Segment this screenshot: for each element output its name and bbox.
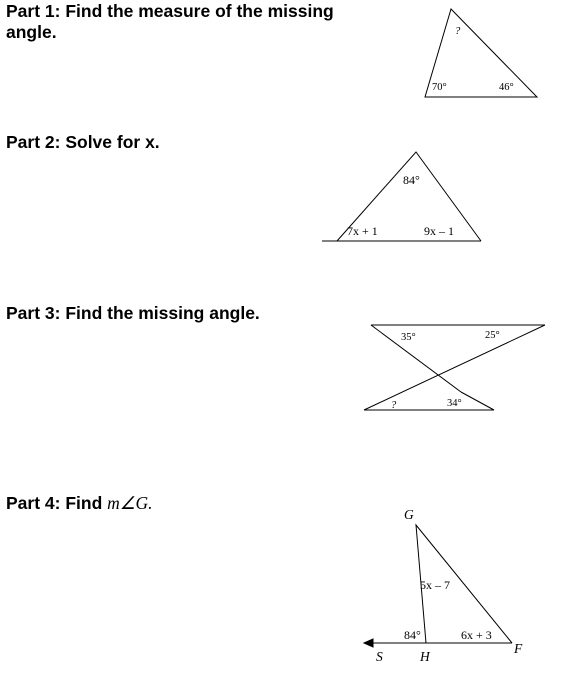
part4-heading-text: Part 4: Find: [6, 493, 108, 513]
part3-angle-bottom-left-label: ?: [391, 400, 397, 411]
part1-heading-line2: angle.: [6, 22, 57, 42]
part2-heading: Part 2: Solve for x.: [6, 132, 160, 152]
part3-angle-top-left-label: 35°: [401, 332, 416, 343]
part1-heading-line1: Part 1: Find the measure of the missing: [6, 1, 334, 21]
part2-angle-bottom-left-label: 7x + 1: [347, 224, 378, 238]
part2-angle-top-label: 84°: [403, 173, 420, 187]
part4-angle-bottom-right-label: 6x + 3: [461, 628, 492, 642]
part4-angle-exterior-label: 84°: [404, 628, 421, 642]
part4-angle-top-label: 5x – 7: [420, 578, 450, 592]
part3-heading: Part 3: Find the missing angle.: [6, 303, 260, 323]
part4-point-F-label: F: [514, 641, 523, 656]
part4-ray-arrowhead: [364, 639, 373, 647]
part1-angle-bottom-right-label: 46°: [499, 82, 514, 93]
part3-angle-top-right-label: 25°: [485, 330, 500, 341]
part4-heading-math: m∠G.: [107, 493, 153, 513]
part4-point-G-label: G: [404, 507, 414, 522]
part2-angle-exterior-label: 9x – 1: [424, 224, 454, 238]
part4-point-S-label: S: [376, 649, 383, 664]
part4-point-H-label: H: [420, 649, 430, 664]
part1-angle-bottom-left-label: 70°: [432, 82, 447, 93]
part3-angle-bottom-right-label: 34°: [447, 398, 462, 409]
part1-angle-top-label: ?: [455, 26, 461, 37]
